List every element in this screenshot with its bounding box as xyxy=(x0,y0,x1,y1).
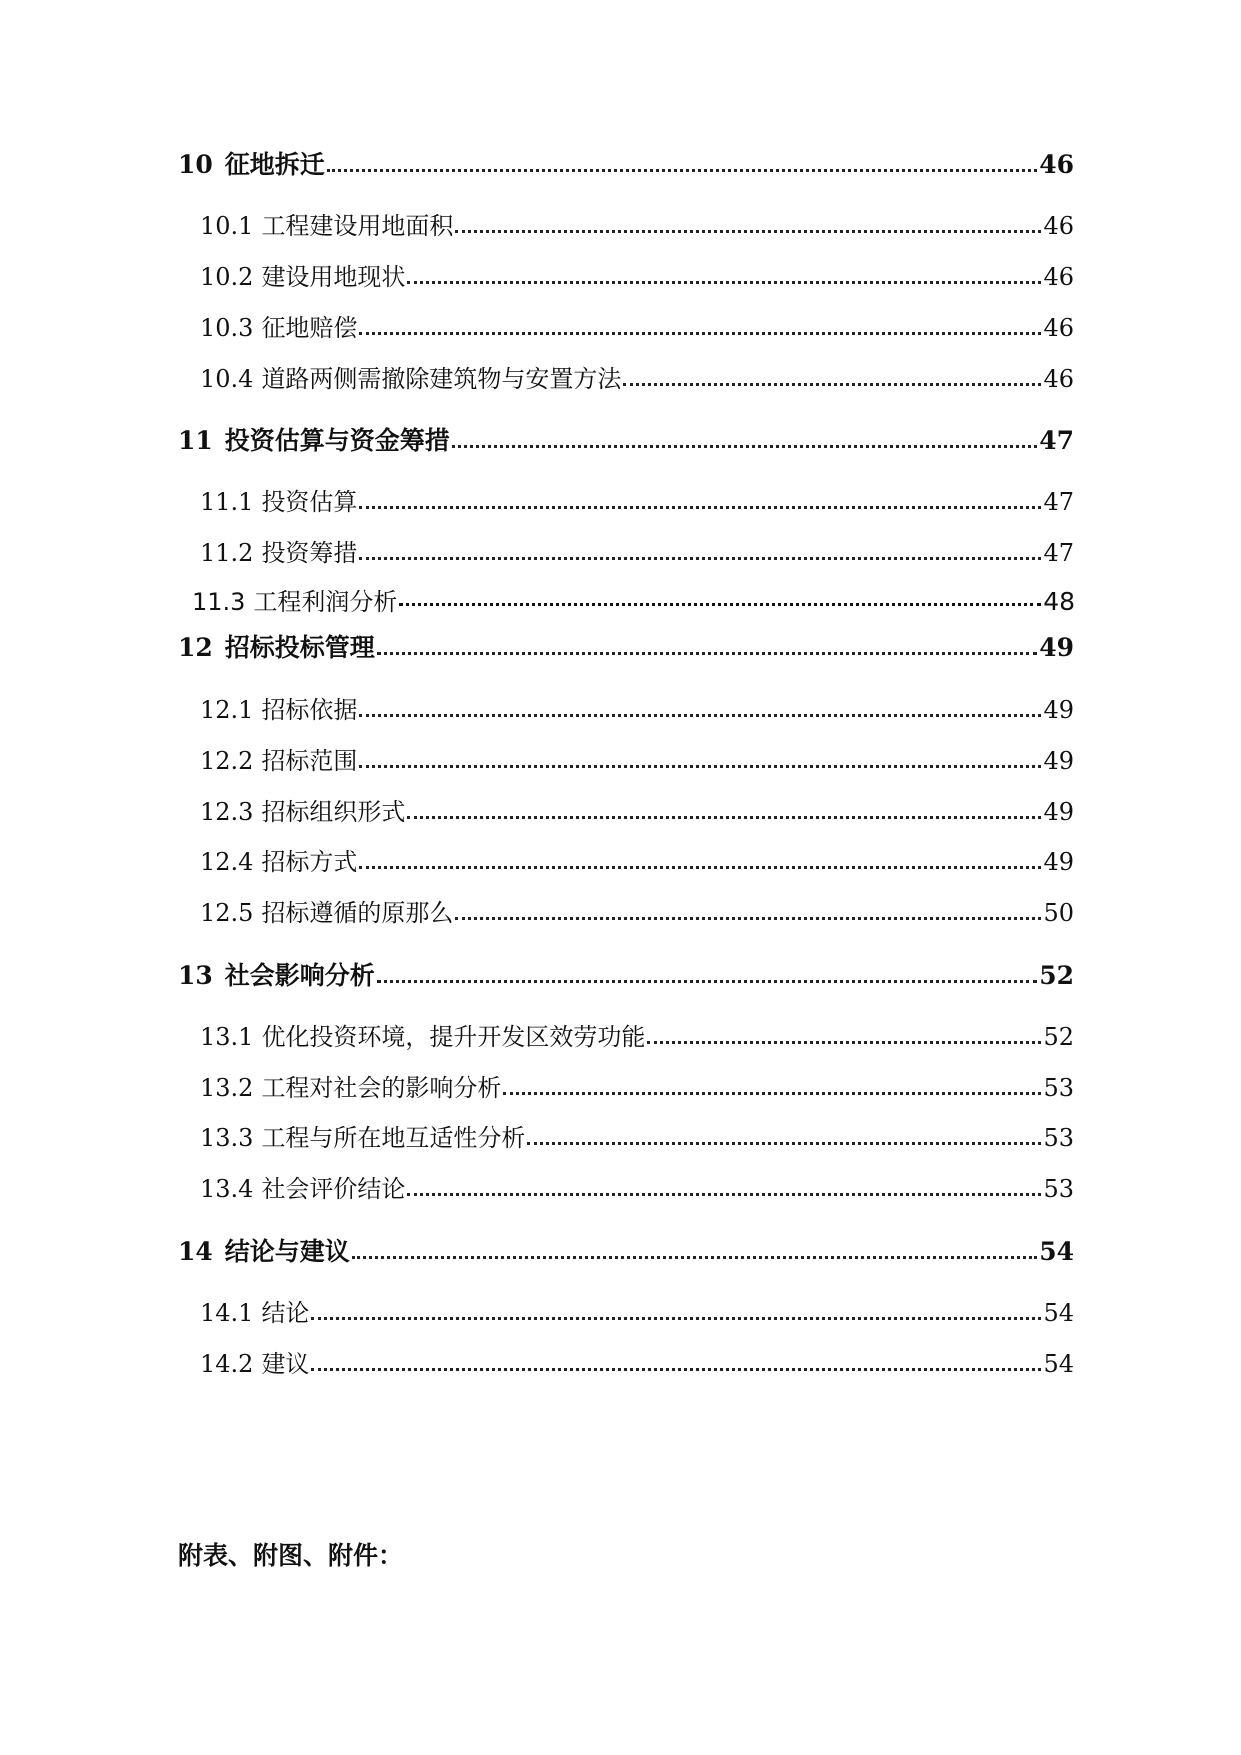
toc-page-number: 54 xyxy=(1039,1237,1074,1266)
toc-title: 结论与建议 xyxy=(224,1237,350,1266)
toc-section-13-3[interactable] xyxy=(200,1114,1074,1150)
toc-number: 11.3 xyxy=(192,588,246,616)
toc-section-12-3[interactable] xyxy=(200,788,1074,824)
dot-leader xyxy=(352,1256,1037,1259)
toc-number: 12.2 xyxy=(200,747,254,775)
toc-number: 11.2 xyxy=(200,539,254,567)
toc-title: 投资估算与资金筹措 xyxy=(224,426,450,455)
toc-page-number: 49 xyxy=(1043,747,1074,775)
toc-title: 工程建设用地面积 xyxy=(261,212,454,240)
dot-leader xyxy=(623,383,1041,386)
toc-number: 10 xyxy=(178,150,213,179)
toc-number: 12 xyxy=(178,633,213,662)
toc-title: 建议 xyxy=(261,1350,310,1378)
toc-page-number: 53 xyxy=(1043,1124,1074,1152)
toc-chapter-11[interactable] xyxy=(178,417,1074,453)
toc-page-number: 50 xyxy=(1043,899,1074,927)
dot-leader xyxy=(527,1142,1041,1145)
toc-section-10-3[interactable] xyxy=(200,304,1074,340)
toc-title: 工程利润分析 xyxy=(253,588,398,616)
dot-leader xyxy=(452,445,1037,448)
dot-leader xyxy=(327,169,1037,172)
toc-page-number: 47 xyxy=(1043,488,1074,516)
dot-leader xyxy=(647,1041,1041,1044)
dot-leader xyxy=(311,1317,1041,1320)
toc-number: 14.1 xyxy=(200,1299,254,1327)
toc-chapter-10[interactable] xyxy=(178,141,1074,177)
toc-section-11-3[interactable] xyxy=(192,578,1075,614)
toc-number: 12.5 xyxy=(200,899,254,927)
toc-chapter-12[interactable] xyxy=(178,624,1074,660)
toc-title: 征地赔偿 xyxy=(261,314,358,342)
dot-leader xyxy=(359,765,1041,768)
toc-number: 13.2 xyxy=(200,1074,254,1102)
toc-page-number: 49 xyxy=(1043,848,1074,876)
toc-title: 工程与所在地互适性分析 xyxy=(261,1124,526,1152)
toc-number: 10.3 xyxy=(200,314,254,342)
dot-leader xyxy=(503,1092,1041,1095)
toc-page-number: 53 xyxy=(1043,1074,1074,1102)
toc-title: 招标方式 xyxy=(261,848,358,876)
dot-leader xyxy=(399,603,1041,606)
toc-section-12-2[interactable] xyxy=(200,737,1074,773)
dot-leader xyxy=(407,1193,1041,1196)
dot-leader xyxy=(311,1368,1041,1371)
toc-number: 11 xyxy=(178,426,213,455)
toc-title: 社会影响分析 xyxy=(224,961,375,990)
toc-number: 14 xyxy=(178,1237,213,1266)
toc-number: 12.1 xyxy=(200,696,254,724)
dot-leader xyxy=(359,714,1041,717)
toc-page-number: 46 xyxy=(1043,365,1074,393)
dot-leader xyxy=(407,281,1041,284)
toc-section-12-5[interactable] xyxy=(200,889,1074,925)
toc-page-number: 49 xyxy=(1039,633,1074,662)
toc-number: 13.3 xyxy=(200,1124,254,1152)
dot-leader xyxy=(377,652,1037,655)
toc-title: 工程对社会的影响分析 xyxy=(261,1074,502,1102)
toc-number: 10.4 xyxy=(200,365,254,393)
dot-leader xyxy=(455,917,1041,920)
toc-title: 投资估算 xyxy=(261,488,358,516)
toc-title: 招标组织形式 xyxy=(261,798,406,826)
toc-number: 12.4 xyxy=(200,848,254,876)
toc-title: 招标投标管理 xyxy=(224,633,375,662)
toc-section-13-1[interactable] xyxy=(200,1013,1074,1049)
toc-number: 10.2 xyxy=(200,263,254,291)
toc-page-number: 47 xyxy=(1039,426,1074,455)
dot-leader xyxy=(359,506,1041,509)
toc-number: 13 xyxy=(178,961,213,990)
toc-page-number: 49 xyxy=(1043,798,1074,826)
toc-section-12-1[interactable] xyxy=(200,686,1074,722)
dot-leader xyxy=(359,557,1041,560)
toc-number: 14.2 xyxy=(200,1350,254,1378)
dot-leader xyxy=(407,816,1041,819)
toc-title: 建设用地现状 xyxy=(261,263,406,291)
toc-page-number: 52 xyxy=(1043,1023,1074,1051)
toc-section-10-1[interactable] xyxy=(200,202,1074,238)
toc-page-number: 54 xyxy=(1043,1350,1074,1378)
toc-section-11-1[interactable] xyxy=(200,478,1074,514)
toc-title: 招标范围 xyxy=(261,747,358,775)
toc-page-number: 46 xyxy=(1043,314,1074,342)
toc-section-12-4[interactable] xyxy=(200,838,1074,874)
toc-chapter-14[interactable] xyxy=(178,1228,1074,1264)
toc-number: 13.1 xyxy=(200,1023,254,1051)
toc-page-number: 48 xyxy=(1043,587,1075,616)
toc-page-number: 54 xyxy=(1043,1299,1074,1327)
toc-title: 道路两侧需撤除建筑物与安置方法 xyxy=(261,365,622,393)
appendix-heading: 附表、附图、附件： xyxy=(178,1541,404,1570)
toc-title: 社会评价结论 xyxy=(261,1175,406,1203)
toc-page-number: 49 xyxy=(1043,696,1074,724)
toc-page-number: 46 xyxy=(1043,263,1074,291)
toc-title: 优化投资环境，提升开发区效劳功能 xyxy=(261,1023,646,1051)
toc-number: 10.1 xyxy=(200,212,254,240)
toc-section-14-2[interactable] xyxy=(200,1340,1074,1376)
toc-page-number: 52 xyxy=(1039,961,1074,990)
toc-number: 13.4 xyxy=(200,1175,254,1203)
dot-leader xyxy=(455,230,1041,233)
toc-section-14-1[interactable] xyxy=(200,1289,1074,1325)
toc-section-13-4[interactable] xyxy=(200,1165,1074,1201)
toc-section-13-2[interactable] xyxy=(200,1064,1074,1100)
toc-number: 12.3 xyxy=(200,798,254,826)
dot-leader xyxy=(359,866,1041,869)
toc-title: 招标依据 xyxy=(261,696,358,724)
toc-title: 招标遵循的原那么 xyxy=(261,899,454,927)
toc-title: 征地拆迁 xyxy=(224,150,325,179)
toc-number: 11.1 xyxy=(200,488,254,516)
toc-page-number: 47 xyxy=(1043,539,1074,567)
toc-title: 结论 xyxy=(261,1299,310,1327)
toc-page-number: 46 xyxy=(1039,150,1074,179)
toc-section-11-2[interactable] xyxy=(200,529,1074,565)
toc-title: 投资筹措 xyxy=(261,539,358,567)
dot-leader xyxy=(359,332,1041,335)
toc-section-10-2[interactable] xyxy=(200,253,1074,289)
dot-leader xyxy=(377,980,1037,983)
toc-page-number: 53 xyxy=(1043,1175,1074,1203)
toc-section-10-4[interactable] xyxy=(200,355,1074,391)
toc-page-number: 46 xyxy=(1043,212,1074,240)
toc-chapter-13[interactable] xyxy=(178,952,1074,988)
